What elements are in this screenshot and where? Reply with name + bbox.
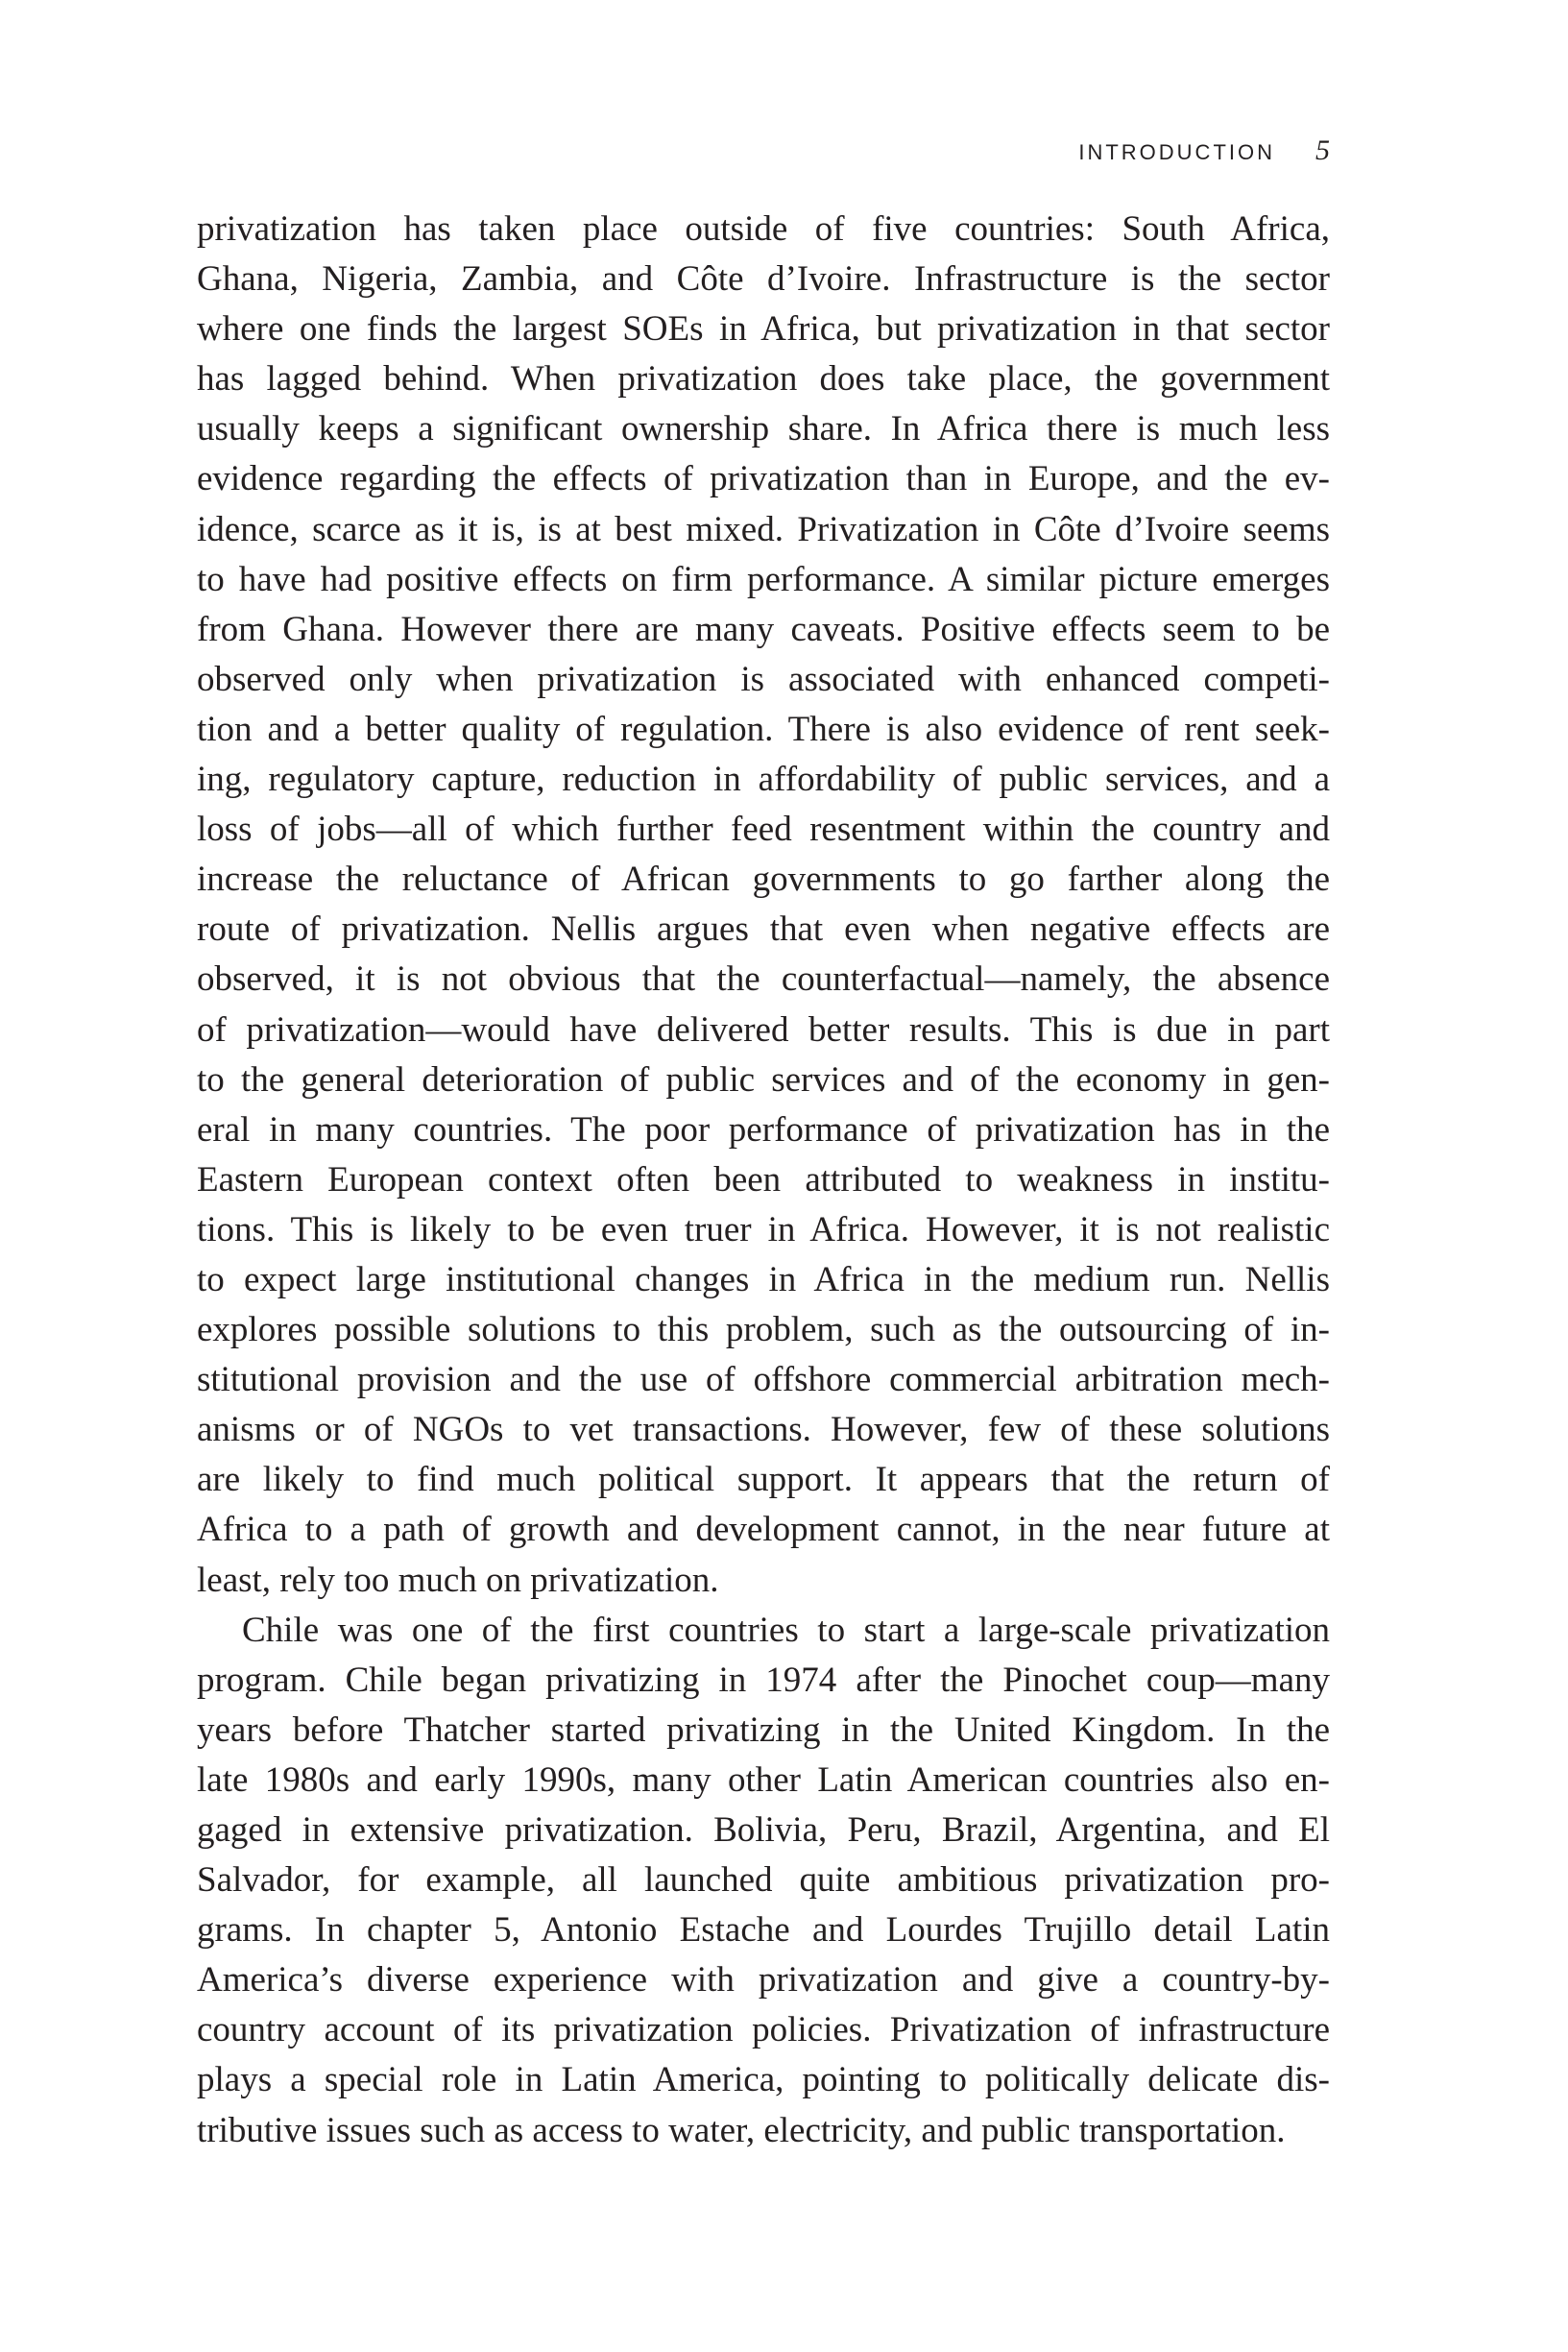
running-head [1078, 134, 1330, 167]
text-line: stitutional provision and the use of offshore commercial arbitration mech- [197, 1360, 1330, 1400]
text-line: tion and a better quality of regulation. There is also evidence of rent seek- [197, 709, 1330, 749]
text-line: evidence regarding the effects of privatization than in Europe, and the ev- [197, 459, 1330, 499]
text-line: tributive issues such as access to water, electricity, and public transportation. [197, 2110, 1286, 2150]
text-line: from Ghana. However there are many caveats. Positive effects seem to be [197, 609, 1330, 649]
text-line: Salvador, for example, all launched quite ambitious privatization pro- [197, 1860, 1330, 1901]
chapter-title: INTRODUCTION [1078, 140, 1275, 164]
text-line: gaged in extensive privatization. Bolivia, Peru, Brazil, Argentina, and El [197, 1810, 1330, 1850]
text-line: loss of jobs—all of which further feed resentment within the country and [197, 810, 1330, 850]
text-line: Chile was one of the first countries to start a large-scale privatization [242, 1610, 1330, 1650]
text-line: least, rely too much on privatization. [197, 1560, 719, 1600]
text-line: has lagged behind. When privatization does take place, the government [197, 359, 1330, 400]
text-line: eral in many countries. The poor performance of privatization has in the [197, 1109, 1330, 1150]
text-line: country account of its privatization policies. Privatization of infrastructure [197, 2010, 1330, 2050]
text-line: Eastern European context often been attributed to weakness in institu- [197, 1159, 1330, 1200]
text-line: ing, regulatory capture, reduction in affordability of public services, and a [197, 760, 1330, 800]
text-line: idence, scarce as it is, is at best mixed. Privatization in Côte d’Ivoire seems [197, 509, 1330, 549]
text-line: are likely to find much political support. It appears that the return of [197, 1460, 1330, 1500]
text-line: America’s diverse experience with privatization and give a country-by- [197, 1960, 1330, 2000]
paragraph [197, 205, 1330, 1606]
text-line: increase the reluctance of African governments to go farther along the [197, 860, 1330, 900]
text-line: to expect large institutional changes in Africa in the medium run. Nellis [197, 1259, 1330, 1299]
text-line: years before Thatcher started privatizing in the United Kingdom. In the [197, 1709, 1330, 1750]
text-line: Ghana, Nigeria, Zambia, and Côte d’Ivoire. Infrastructure is the sector [197, 259, 1330, 300]
text-line: where one finds the largest SOEs in Africa, but privatization in that sector [197, 309, 1330, 350]
text-line: explores possible solutions to this problem, such as the outsourcing of in- [197, 1310, 1330, 1350]
text-line: late 1980s and early 1990s, many other Latin American countries also en- [197, 1759, 1330, 1800]
text-line: privatization has taken place outside of five countries: South Africa, [197, 209, 1330, 249]
page-number: 5 [1315, 134, 1330, 166]
text-line: to the general deterioration of public services and of the economy in gen- [197, 1059, 1330, 1100]
text-line: usually keeps a significant ownership share. In Africa there is much less [197, 409, 1330, 449]
text-line: observed only when privatization is associated with enhanced competi- [197, 659, 1330, 699]
text-line: grams. In chapter 5, Antonio Estache and Lourdes Trujillo detail Latin [197, 1910, 1330, 1951]
text-line: observed, it is not obvious that the counterfactual—namely, the absence [197, 959, 1330, 1000]
text-line: anisms or of NGOs to vet transactions. However, few of these solutions [197, 1410, 1330, 1450]
text-line: Africa to a path of growth and development cannot, in the near future at [197, 1510, 1330, 1550]
paragraph [197, 1606, 1330, 2156]
text-line: to have had positive effects on firm performance. A similar picture emerges [197, 559, 1330, 599]
text-line: plays a special role in Latin America, pointing to politically delicate dis- [197, 2060, 1330, 2100]
text-line: program. Chile began privatizing in 1974 after the Pinochet coup—many [197, 1660, 1330, 1700]
text-line: of privatization—would have delivered better results. This is due in part [197, 1009, 1330, 1050]
text-line: tions. This is likely to be even truer in Africa. However, it is not realistic [197, 1209, 1330, 1249]
text-line: route of privatization. Nellis argues that even when negative effects are [197, 909, 1330, 950]
body-text [197, 205, 1330, 2156]
